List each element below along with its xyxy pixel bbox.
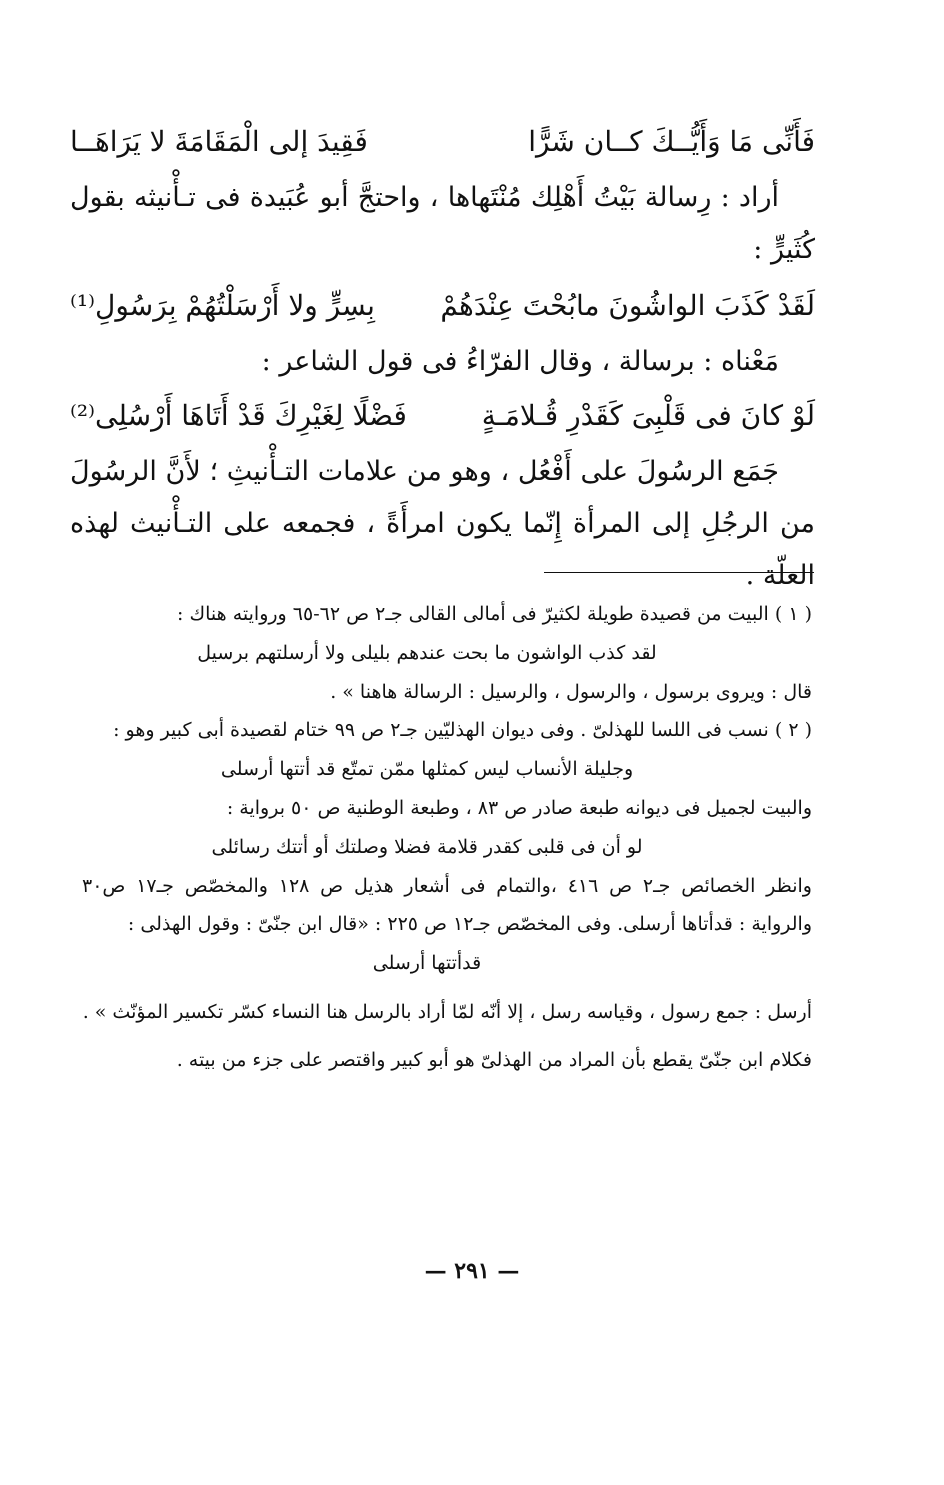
paragraph: أراد : رِسالة بَيْتُ أَهْلِك مُنْتَهاها ، واحتجَّ أبو عُبَيدة فى تـأْنيثه بقول كُثَيرٍّ : [70,182,815,265]
verse-hemistich-left: بِسِرٍّ ولا أَرْسَلْتُهُمْ بِرَسُولِ⁽¹⁾ [70,289,375,322]
footnote-text: وانظر الخصائص جـ٢ ص ٤١٦ ،والتمام فى أشعار هذيل ص ١٢٨ والمخصّص جـ١٧ ص٣٠ والرواية : قدأتاها أرسلى. وفى المخصّص جـ١٢ ص ٢٢٥ : «قال ابن جنّىّ : وقول الهذلى : [82,875,812,935]
footnote-verse: قدأتتها أرسلى [372,952,482,974]
footnote-verse: وجليلة الأنساب ليس كمثلها ممّن تمتّع قد أتتها أرسلى [220,758,634,780]
verse-line [70,394,815,438]
footnote-text: قال : ويروى برسول ، والرسول ، والرسيل : الرسالة هاهنا » . [330,681,812,703]
verse-line [70,284,815,328]
verse-line [70,120,815,164]
verse-hemistich-right: فَأَنِّى مَا وَأَيُّــكَ كــان شَرًّا [528,125,815,158]
footnote-1: ( ١ ) البيت من قصيدة طويلة لكثيرّ فى أمالى القالى جـ٢ ص ٦٢-٦٥ وروايته هناك : [177,603,812,625]
footnote-2: ( ٢ ) نسب فى اللسا للهذلىّ . وفى ديوان الهذليّين جـ٢ ص ٩٩ ختام لقصيدة أبى كبير وهو : [113,719,812,741]
main-text [70,110,815,602]
footnote-verse: لو أن فى قلبى كقدر قلامة فضلا وصلتك أو أتتك رسائلى [211,836,643,858]
footnotes [82,595,812,1079]
page-number: — ٢٩١ — [424,1258,520,1284]
footnote-separator [544,572,814,573]
footnote-text: فكلام ابن جنّىّ يقطع بأن المراد من الهذلىّ هو أبو كبير واقتصر على جزء من بيته . [176,1049,812,1071]
verse-hemistich-left: فَقِيدَ إلى الْمَقَامَةَ لا يَرَاهَــا [70,125,368,158]
verse-hemistich-right: لَقَدْ كَذَبَ الواشُونَ مابُحْتَ عِنْدَهُمْ [440,289,815,322]
footnote-text: والبيت لجميل فى ديوانه طبعة صادر ص ٨٣ ، وطبعة الوطنية ص ٥٠ برواية : [226,797,812,819]
footnote-text: أرسل : جمع رسول ، وقياسه رسل ، إلا أنّه لمّا أراد بالرسل هنا النساء كسّر تكسير المؤنّث » . [82,1001,812,1023]
verse-hemistich-left: فَضْلًا لِغَيْرِكَ قَدْ أَتَاهَا أَرْسُلِى⁽²⁾ [70,399,407,432]
verse-hemistich-right: لَوْ كانَ فى قَلْبِىَ كَقَدْرِ قُـلامَـةٍ [481,399,815,432]
paragraph: جَمَع الرسُولَ على أَفْعُل ، وهو من علامات التـأْنيثِ ؛ لأَنَّ الرسُولَ من الرجُلِ إلى المرأة إِنّما يكون امرأَةً ، فجمعه على التـأْنيث لهذه العلّة . [70,456,815,591]
paragraph: مَعْناه : برسالة ، وقال الفرّاءُ فى قول الشاعر : [261,346,779,377]
footnote-verse: لقد كذب الواشون ما بحت عندهم بليلى ولا أرسلتهم برسيل [197,642,657,664]
